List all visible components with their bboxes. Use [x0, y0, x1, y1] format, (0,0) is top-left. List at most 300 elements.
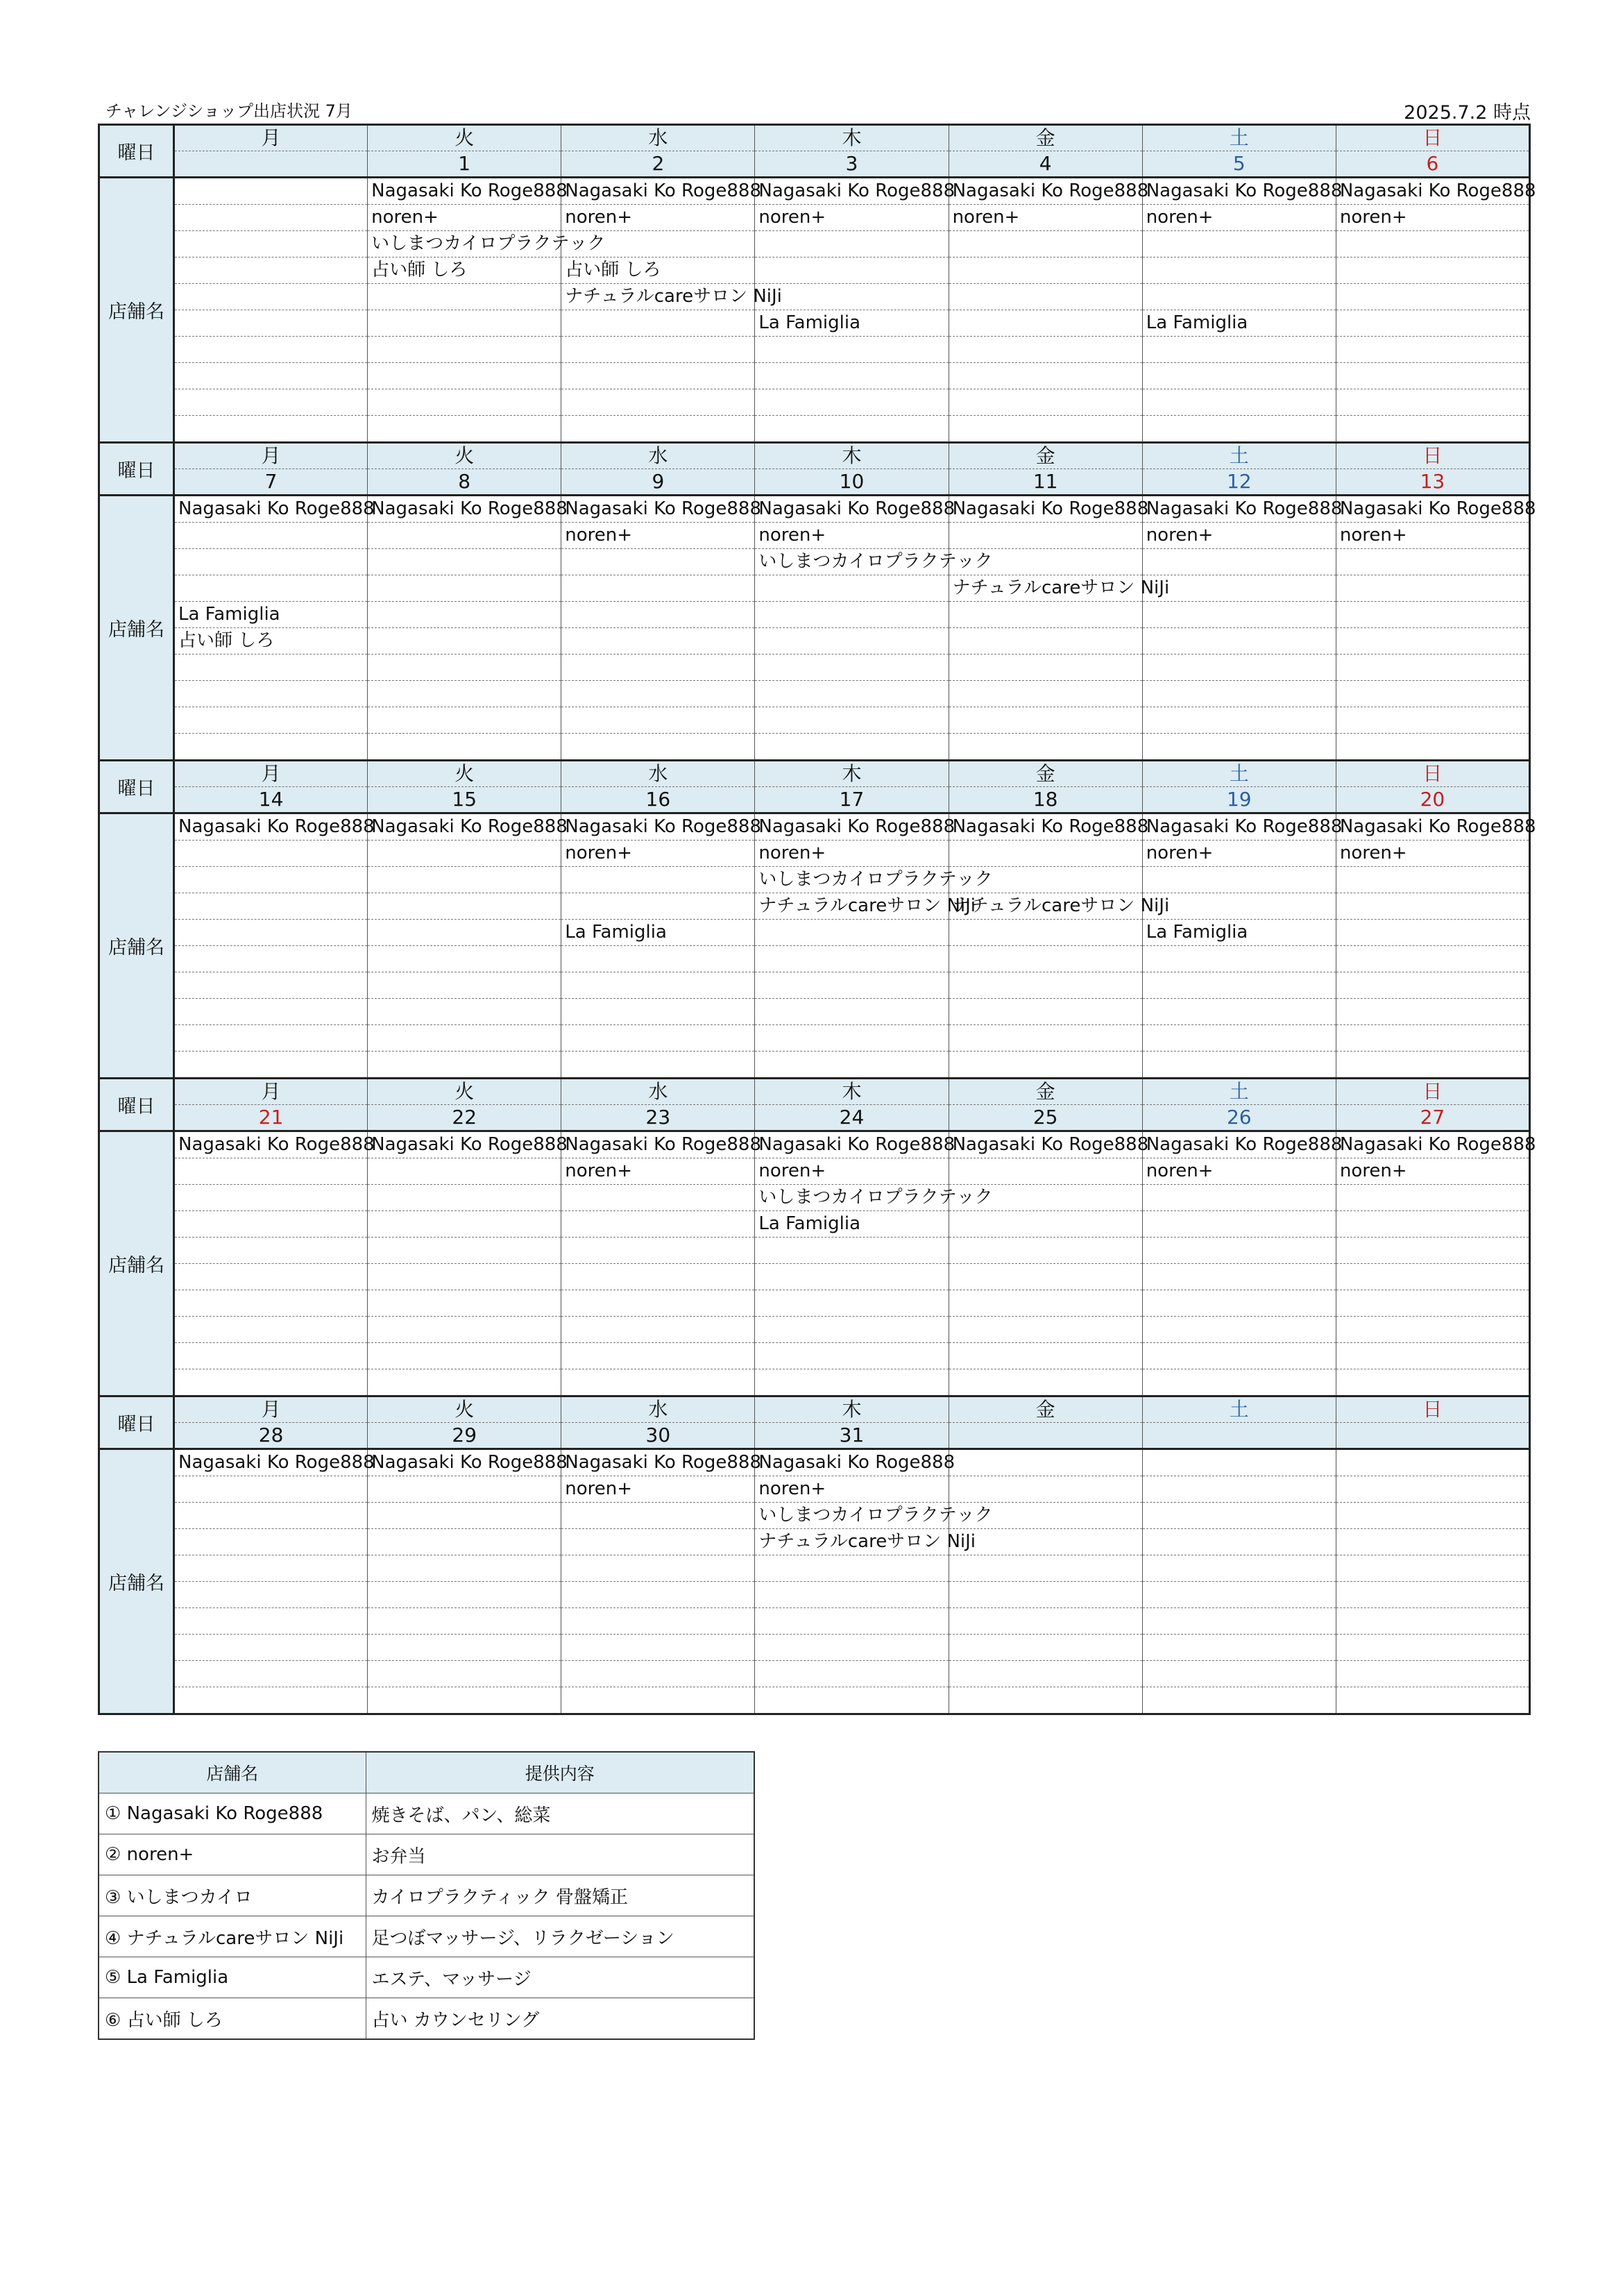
shop-cell	[1142, 1608, 1336, 1635]
shop-row	[99, 1476, 1530, 1503]
shop-cell: Nagasaki Ko Roge888	[174, 813, 368, 841]
shop-cell: Nagasaki Ko Roge888	[1336, 813, 1529, 841]
shop-cell	[174, 363, 368, 389]
shop-cell	[755, 1608, 949, 1635]
legend-offering: エステ、マッサージ	[366, 1957, 754, 1998]
shop-cell	[368, 893, 561, 920]
shop-cell: Nagasaki Ko Roge888	[561, 1449, 755, 1476]
shop-cell	[1142, 575, 1336, 602]
shop-row	[99, 575, 1530, 602]
weekday-cell: 日	[1336, 761, 1529, 787]
shop-cell	[561, 416, 755, 443]
shop-row	[99, 1343, 1530, 1369]
shop-cell: ナチュラルcareサロン NiJi	[755, 1529, 949, 1555]
shop-row	[99, 813, 1530, 841]
legend-shop-name: ⑥ 占い師 しろ	[99, 1998, 366, 2040]
legend-shop-name: ② noren+	[99, 1834, 366, 1875]
shop-cell	[1336, 1529, 1529, 1555]
shop-cell	[755, 602, 949, 628]
shop-cell	[1142, 1211, 1336, 1238]
shop-cell: Nagasaki Ko Roge888	[174, 1449, 368, 1476]
shop-cell	[561, 602, 755, 628]
weekday-row	[99, 125, 1530, 151]
shop-cell	[1336, 867, 1529, 893]
shop-cell	[561, 1369, 755, 1396]
legend-body	[99, 1793, 754, 2040]
shop-row	[99, 707, 1530, 734]
shop-cell	[561, 310, 755, 337]
weekday-row	[99, 1396, 1530, 1423]
shop-cell	[949, 337, 1142, 363]
shop-cell: noren+	[1142, 205, 1336, 231]
shop-cell	[1142, 1503, 1336, 1529]
shop-cell	[561, 549, 755, 575]
legend-offering: お弁当	[366, 1834, 754, 1875]
shop-cell	[174, 972, 368, 999]
shop-cell	[755, 707, 949, 734]
date-cell: 28	[174, 1423, 368, 1449]
shop-cell	[561, 1238, 755, 1264]
shop-cell	[949, 920, 1142, 946]
shop-cell	[949, 1211, 1142, 1238]
shop-cell	[368, 389, 561, 416]
shop-cell	[1336, 655, 1529, 681]
shop-cell	[1142, 284, 1336, 310]
shop-cell	[1142, 1025, 1336, 1052]
shop-cell	[755, 734, 949, 761]
shop-row	[99, 1238, 1530, 1264]
date-cell: 10	[755, 469, 949, 496]
shop-cell: Nagasaki Ko Roge888	[755, 813, 949, 841]
shop-cell: Nagasaki Ko Roge888	[174, 496, 368, 523]
shop-cell	[174, 416, 368, 443]
shop-row	[99, 363, 1530, 389]
legend-row	[99, 1793, 754, 1834]
shop-cell	[174, 655, 368, 681]
legend-row	[99, 1916, 754, 1957]
shop-cell	[755, 1264, 949, 1290]
calendar-body	[99, 125, 1536, 1714]
shop-cell: La Famiglia	[561, 920, 755, 946]
shop-cell	[755, 1582, 949, 1608]
shop-cell	[1142, 1185, 1336, 1211]
shop-cell	[1142, 549, 1336, 575]
date-cell: 9	[561, 469, 755, 496]
shop-cell	[561, 1687, 755, 1714]
weekday-label: 曜日	[99, 761, 174, 813]
shop-cell: 占い師 しろ	[174, 628, 368, 655]
date-cell: 25	[949, 1105, 1142, 1131]
shop-cell: La Famiglia	[755, 310, 949, 337]
legend-row	[99, 1875, 754, 1916]
shop-cell	[1142, 258, 1336, 284]
date-row	[99, 151, 1530, 178]
shop-cell	[949, 284, 1142, 310]
shop-cell	[949, 1529, 1142, 1555]
shop-cell	[368, 1635, 561, 1661]
shop-cell	[1336, 416, 1529, 443]
shop-cell	[1142, 1317, 1336, 1343]
shop-cell	[561, 734, 755, 761]
shop-cell	[1142, 1290, 1336, 1317]
shop-cell	[174, 1025, 368, 1052]
shop-cell	[1142, 602, 1336, 628]
shop-cell: noren+	[1336, 1158, 1529, 1185]
shop-cell	[1142, 1635, 1336, 1661]
shop-row	[99, 602, 1530, 628]
shop-cell	[368, 1555, 561, 1582]
shop-cell	[1142, 999, 1336, 1025]
shop-cell	[1142, 1264, 1336, 1290]
shop-cell	[368, 1503, 561, 1529]
shop-legend	[98, 1751, 755, 2040]
shop-cell: Nagasaki Ko Roge888	[1336, 1131, 1529, 1158]
shop-cell	[561, 1317, 755, 1343]
shop-cell	[561, 363, 755, 389]
shop-cell	[1142, 734, 1336, 761]
shop-cell	[561, 1343, 755, 1369]
shop-cell	[1142, 416, 1336, 443]
shop-cell: noren+	[561, 523, 755, 549]
shop-cell	[949, 1052, 1142, 1079]
shop-cell	[949, 602, 1142, 628]
shop-cell	[1336, 1290, 1529, 1317]
shop-cell	[561, 1661, 755, 1687]
legend-row	[99, 1957, 754, 1998]
shop-row	[99, 1158, 1530, 1185]
weekday-cell: 木	[755, 761, 949, 787]
shop-cell: ナチュラルcareサロン NiJi	[561, 284, 755, 310]
shop-cell	[949, 1661, 1142, 1687]
shop-cell: いしまつカイロプラクテック	[755, 549, 949, 575]
shop-cell	[1336, 1343, 1529, 1369]
shop-cell	[174, 1529, 368, 1555]
shop-cell	[755, 1555, 949, 1582]
date-cell: 18	[949, 787, 1142, 813]
shop-row	[99, 523, 1530, 549]
shop-cell	[949, 1608, 1142, 1635]
legend-header-content: 提供内容	[366, 1752, 754, 1793]
shop-cell: 占い師 しろ	[561, 258, 755, 284]
shop-cell: いしまつカイロプラクテック	[755, 867, 949, 893]
shop-cell	[1336, 1369, 1529, 1396]
shop-cell	[174, 549, 368, 575]
shop-cell: ナチュラルcareサロン NiJi	[755, 893, 949, 920]
shop-cell	[1336, 1052, 1529, 1079]
date-cell: 7	[174, 469, 368, 496]
shop-cell	[561, 1582, 755, 1608]
shop-cell	[755, 231, 949, 258]
shop-cell	[561, 1264, 755, 1290]
shop-cell	[1336, 946, 1529, 972]
weekday-cell: 水	[561, 1079, 755, 1105]
shop-cell	[368, 1052, 561, 1079]
shop-cell	[755, 575, 949, 602]
shop-row	[99, 337, 1530, 363]
shop-cell	[755, 1025, 949, 1052]
shop-cell	[368, 1185, 561, 1211]
date-cell: 17	[755, 787, 949, 813]
weekday-cell: 月	[174, 443, 368, 469]
date-cell: 14	[174, 787, 368, 813]
shop-cell	[949, 416, 1142, 443]
date-cell: 8	[368, 469, 561, 496]
shop-cell	[368, 1661, 561, 1687]
shop-cell	[174, 389, 368, 416]
shop-cell	[1142, 1529, 1336, 1555]
shop-cell: ナチュラルcareサロン NiJi	[949, 893, 1142, 920]
shop-cell	[368, 363, 561, 389]
shop-cell	[949, 1582, 1142, 1608]
shop-row	[99, 1211, 1530, 1238]
weekday-cell: 土	[1142, 125, 1336, 151]
shop-cell	[1142, 363, 1336, 389]
shop-cell: Nagasaki Ko Roge888	[368, 813, 561, 841]
date-row	[99, 787, 1530, 813]
shop-cell: Nagasaki Ko Roge888	[368, 1131, 561, 1158]
shop-cell	[368, 416, 561, 443]
shop-cell: noren+	[1142, 1158, 1336, 1185]
weekday-cell: 土	[1142, 1079, 1336, 1105]
shop-row	[99, 734, 1530, 761]
shop-cell	[1142, 1238, 1336, 1264]
shop-cell	[561, 1211, 755, 1238]
shop-cell	[1336, 1687, 1529, 1714]
shop-cell	[1142, 1555, 1336, 1582]
date-cell: 21	[174, 1105, 368, 1131]
shop-cell	[368, 602, 561, 628]
weekday-cell: 金	[949, 1396, 1142, 1423]
shop-cell	[174, 231, 368, 258]
weekday-cell: 水	[561, 443, 755, 469]
shop-cell	[1142, 655, 1336, 681]
shop-row	[99, 416, 1530, 443]
shop-row	[99, 841, 1530, 867]
shop-cell	[174, 284, 368, 310]
shop-cell	[368, 628, 561, 655]
shop-cell	[949, 1635, 1142, 1661]
shop-cell: Nagasaki Ko Roge888	[561, 1131, 755, 1158]
shop-cell	[174, 734, 368, 761]
shop-cell: La Famiglia	[755, 1211, 949, 1238]
shop-cell	[949, 1158, 1142, 1185]
date-cell: 4	[949, 151, 1142, 178]
weekday-label: 曜日	[99, 125, 174, 178]
shop-cell	[1142, 231, 1336, 258]
shop-cell	[174, 1687, 368, 1714]
weekday-cell: 火	[368, 1079, 561, 1105]
legend-shop-name: ③ いしまつカイロ	[99, 1875, 366, 1916]
shop-label: 店舗名	[99, 813, 174, 1079]
weekday-cell: 火	[368, 443, 561, 469]
shop-cell	[949, 1476, 1142, 1503]
date-cell	[174, 151, 368, 178]
shop-cell	[1336, 1476, 1529, 1503]
date-cell: 1	[368, 151, 561, 178]
shop-row	[99, 1661, 1530, 1687]
shop-cell	[368, 523, 561, 549]
shop-cell	[949, 1264, 1142, 1290]
shop-cell	[755, 972, 949, 999]
shop-cell	[755, 1052, 949, 1079]
date-cell: 27	[1336, 1105, 1529, 1131]
shop-cell	[174, 523, 368, 549]
weekday-label: 曜日	[99, 1396, 174, 1449]
shop-cell	[561, 655, 755, 681]
shop-cell: ナチュラルcareサロン NiJi	[949, 575, 1142, 602]
shop-cell	[949, 999, 1142, 1025]
shop-row	[99, 496, 1530, 523]
shop-cell	[561, 575, 755, 602]
shop-cell	[1336, 549, 1529, 575]
weekday-cell: 水	[561, 125, 755, 151]
shop-cell	[755, 1238, 949, 1264]
shop-cell	[949, 231, 1142, 258]
weekday-row	[99, 443, 1530, 469]
shop-cell: Nagasaki Ko Roge888	[368, 178, 561, 205]
shop-cell: Nagasaki Ko Roge888	[755, 1131, 949, 1158]
shop-cell	[174, 310, 368, 337]
weekday-cell: 火	[368, 125, 561, 151]
shop-cell	[368, 1582, 561, 1608]
shop-row	[99, 1529, 1530, 1555]
date-cell: 2	[561, 151, 755, 178]
date-cell: 16	[561, 787, 755, 813]
shop-cell	[368, 920, 561, 946]
weekday-cell: 木	[755, 125, 949, 151]
shop-cell	[368, 1238, 561, 1264]
shop-cell	[561, 337, 755, 363]
shop-cell	[949, 1687, 1142, 1714]
shop-cell	[174, 1635, 368, 1661]
shop-cell	[949, 681, 1142, 707]
shop-cell	[1142, 893, 1336, 920]
shop-cell	[755, 1369, 949, 1396]
shop-cell	[174, 920, 368, 946]
shop-cell	[949, 363, 1142, 389]
shop-cell	[1142, 1476, 1336, 1503]
shop-cell	[1336, 1608, 1529, 1635]
shop-cell	[755, 1635, 949, 1661]
shop-cell	[755, 416, 949, 443]
shop-cell	[755, 628, 949, 655]
shop-cell: いしまつカイロプラクテック	[755, 1503, 949, 1529]
date-cell: 11	[949, 469, 1142, 496]
schedule-calendar	[98, 124, 1536, 1715]
shop-cell: Nagasaki Ko Roge888	[949, 496, 1142, 523]
legend-row	[99, 1834, 754, 1875]
shop-cell	[561, 1635, 755, 1661]
shop-cell	[1142, 337, 1336, 363]
shop-cell	[561, 999, 755, 1025]
shop-cell	[949, 655, 1142, 681]
shop-cell	[368, 681, 561, 707]
date-row	[99, 1423, 1530, 1449]
shop-cell	[1142, 867, 1336, 893]
weekday-cell: 日	[1336, 1079, 1529, 1105]
shop-row	[99, 1582, 1530, 1608]
shop-cell	[174, 1343, 368, 1369]
date-cell: 5	[1142, 151, 1336, 178]
date-cell: 23	[561, 1105, 755, 1131]
shop-label: 店舗名	[99, 178, 174, 443]
weekday-cell: 木	[755, 1079, 949, 1105]
weekday-cell: 火	[368, 761, 561, 787]
shop-cell	[1336, 707, 1529, 734]
shop-row	[99, 1449, 1530, 1476]
shop-row	[99, 1635, 1530, 1661]
shop-cell	[561, 1529, 755, 1555]
shop-row	[99, 893, 1530, 920]
date-cell: 24	[755, 1105, 949, 1131]
shop-cell	[368, 867, 561, 893]
weekday-cell: 水	[561, 761, 755, 787]
weekday-row	[99, 761, 1530, 787]
shop-row	[99, 1369, 1530, 1396]
shop-cell	[368, 575, 561, 602]
shop-cell	[174, 999, 368, 1025]
shop-cell	[561, 867, 755, 893]
shop-cell	[755, 1290, 949, 1317]
legend-offering: 足つぼマッサージ、リラクゼーション	[366, 1916, 754, 1957]
shop-cell: Nagasaki Ko Roge888	[755, 178, 949, 205]
shop-cell	[561, 628, 755, 655]
shop-cell	[1142, 681, 1336, 707]
shop-cell	[1336, 1317, 1529, 1343]
weekday-label: 曜日	[99, 1079, 174, 1131]
weekday-cell: 土	[1142, 761, 1336, 787]
shop-cell: Nagasaki Ko Roge888	[949, 178, 1142, 205]
shop-cell	[368, 1369, 561, 1396]
shop-cell	[174, 178, 368, 205]
shop-row	[99, 1052, 1530, 1079]
date-cell: 20	[1336, 787, 1529, 813]
shop-cell	[949, 946, 1142, 972]
date-cell: 22	[368, 1105, 561, 1131]
shop-cell	[368, 1608, 561, 1635]
shop-row	[99, 205, 1530, 231]
shop-cell	[368, 999, 561, 1025]
shop-cell	[1142, 1582, 1336, 1608]
shop-cell	[174, 1158, 368, 1185]
shop-cell	[1142, 1661, 1336, 1687]
shop-cell	[368, 337, 561, 363]
shop-cell	[755, 1317, 949, 1343]
shop-cell: noren+	[755, 523, 949, 549]
shop-cell	[561, 893, 755, 920]
shop-cell	[368, 1158, 561, 1185]
date-cell	[1142, 1423, 1336, 1449]
shop-cell	[755, 920, 949, 946]
shop-cell	[949, 1369, 1142, 1396]
shop-cell	[1336, 920, 1529, 946]
shop-cell	[1336, 1582, 1529, 1608]
shop-cell	[174, 1369, 368, 1396]
shop-cell	[174, 893, 368, 920]
shop-cell	[174, 337, 368, 363]
shop-cell	[561, 1608, 755, 1635]
weekday-cell: 日	[1336, 1396, 1529, 1423]
shop-cell: Nagasaki Ko Roge888	[561, 813, 755, 841]
shop-cell	[561, 1290, 755, 1317]
weekday-cell: 木	[755, 1396, 949, 1423]
shop-cell	[1336, 363, 1529, 389]
shop-cell	[174, 1185, 368, 1211]
shop-cell	[174, 1661, 368, 1687]
shop-cell: Nagasaki Ko Roge888	[755, 1449, 949, 1476]
shop-cell	[368, 707, 561, 734]
shop-cell	[174, 1290, 368, 1317]
